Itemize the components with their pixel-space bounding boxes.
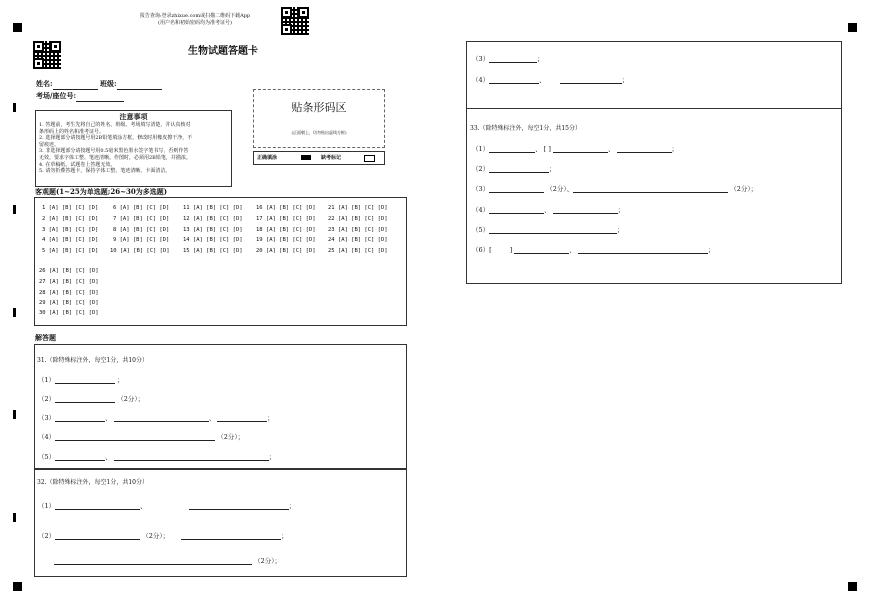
q33-line-6: （6）[ ] 、 ； [472,246,715,254]
question-row[interactable]: 1 [A] [B] [C] [D] [42,205,99,211]
q33-line-4: （4） 、 ； [472,206,625,214]
answer-blank[interactable] [489,77,539,84]
barcode-area [253,89,385,148]
answer-blank[interactable] [217,415,267,422]
question-row[interactable]: 21 [A] [B] [C] [D] [328,205,388,211]
qr-code-icon [281,7,309,35]
room-seat-field[interactable] [76,95,124,102]
question-row[interactable]: 30 [A] [B] [C] [D] [39,310,99,316]
answer-blank[interactable] [553,207,618,214]
question-row[interactable]: 22 [A] [B] [C] [D] [328,216,388,222]
answer-blank[interactable] [489,227,617,234]
question-row[interactable]: 10 [A] [B] [C] [D] [110,248,170,254]
answer-blank[interactable] [55,533,140,540]
q33-line-1: （1） 、 [ ] 、 ； [472,145,679,153]
q33-line-5: （5） ； [472,226,624,234]
barcode-title: 贴条形码区 [291,101,347,114]
question-row[interactable]: 27 [A] [B] [C] [D] [39,279,99,285]
note-line: 5. 请勿折叠答题卡，保持字体工整、笔迹清晰、卡面清洁。 [39,168,171,175]
q33-box [466,108,842,284]
room-seat-label: 考场/座位号: [36,91,77,100]
answer-blank[interactable] [55,434,215,441]
note-line: 条形码上的姓名和准考证号。 [39,128,105,135]
q32-line-2: （2） （2分）； ； [38,532,288,540]
question-row[interactable]: 17 [A] [B] [C] [D] [256,216,316,222]
question-row[interactable]: 4 [A] [B] [C] [D] [42,237,99,243]
answer-blank[interactable] [560,77,622,84]
note-line: 无效。要求字体工整、笔迹清晰。作图时，必须用2B铅笔，并描浓。 [39,154,191,161]
notes-list [36,122,231,175]
note-line: 2. 选择题部分请按题号用2B铅笔填涂方框，修改时用橡皮擦干净，不 [39,135,193,142]
answer-blank[interactable] [55,396,115,403]
question-row[interactable]: 6 [A] [B] [C] [D] [113,205,170,211]
answer-blank[interactable] [55,503,140,510]
timing-mark [13,308,16,317]
question-row[interactable]: 2 [A] [B] [C] [D] [42,216,99,222]
question-row[interactable]: 26 [A] [B] [C] [D] [39,268,99,274]
timing-mark [13,103,16,112]
question-row[interactable]: 25 [A] [B] [C] [D] [328,248,388,254]
question-row[interactable]: 23 [A] [B] [C] [D] [328,227,388,233]
question-row[interactable]: 3 [A] [B] [C] [D] [42,227,99,233]
q31-line-4: （4） （2分）； [38,433,245,441]
question-row[interactable]: 11 [A] [B] [C] [D] [183,205,243,211]
answer-blank[interactable] [55,454,105,461]
student-info [36,78,162,102]
note-line: 1. 答题前，考生先将自己的姓名、班级、考场填写清楚，并认真核对 [39,122,191,128]
answer-blank[interactable] [489,186,544,193]
timing-mark [13,410,16,419]
answer-blank[interactable] [489,146,535,153]
answer-blank[interactable] [489,166,549,173]
timing-mark [13,513,16,522]
question-row[interactable]: 29 [A] [B] [C] [D] [39,300,99,306]
continued-line-4: （4） 、 ； [472,76,629,84]
question-row[interactable]: 7 [A] [B] [C] [D] [113,216,170,222]
registration-mark-top-left [13,23,22,32]
q31-line-2: （2） （2分）； [38,395,145,403]
fill-sample-box [253,151,385,165]
note-line: 留痕迹。 [39,141,60,148]
report-notice [120,13,270,27]
question-row[interactable]: 8 [A] [B] [C] [D] [113,227,170,233]
continued-line-3: （3） ； [472,55,544,63]
barcode-hint: (正面朝上，切勿贴出虚线方框) [291,130,347,135]
question-row[interactable]: 12 [A] [B] [C] [D] [183,216,243,222]
q33-line-3: （3） （2分）、 （2分）； [472,185,758,193]
question-row[interactable]: 15 [A] [B] [C] [D] [183,248,243,254]
q31-line-5: （5） 、 ； [38,453,276,461]
answer-blank[interactable] [617,146,672,153]
answer-blank[interactable] [114,415,209,422]
question-row[interactable]: 13 [A] [B] [C] [D] [183,227,243,233]
q33-line-2: （2） ； [472,165,556,173]
answer-blank[interactable] [573,186,728,193]
qr-code-icon [33,41,61,69]
registration-mark-bottom-right [848,582,857,591]
question-row[interactable]: 20 [A] [B] [C] [D] [256,248,316,254]
registration-mark-bottom-left [13,582,22,591]
answer-blank[interactable] [54,558,252,565]
q32-line-3: （2分）； [54,556,281,565]
name-field[interactable] [53,83,98,90]
correct-fill-sample [301,155,311,160]
notice-line-2: (用户名和初始密码均为准考证号) [158,20,232,26]
page-title: 生物试题答题卡 [188,46,258,57]
answer-blank[interactable] [489,207,544,214]
q31-line-1: （1） ； [38,376,124,384]
objective-heading: 客观题(1~25为单选题;26~30为多选题) [35,187,168,196]
question-row[interactable]: 18 [A] [B] [C] [D] [256,227,316,233]
q31-line-3: （3） 、 、 ； [38,414,274,422]
answer-blank[interactable] [489,56,537,63]
question-row[interactable]: 5 [A] [B] [C] [D] [42,248,99,254]
answer-blank[interactable] [55,377,115,384]
answer-blank[interactable] [189,503,289,510]
question-row[interactable]: 24 [A] [B] [C] [D] [328,237,388,243]
name-label: 姓名: [36,79,53,88]
answers-heading: 解答题 [35,333,56,342]
answer-blank[interactable] [55,415,105,422]
notice-line-1: 报告查询:登录zhixue.com或扫描二维码下载App [139,13,251,19]
answer-blank[interactable] [514,247,569,254]
class-label: 班级: [100,79,117,88]
q33-heading: 33.（除特殊标注外，每空1分，共15分） [470,125,581,132]
question-row[interactable]: 19 [A] [B] [C] [D] [256,237,316,243]
note-line: 3. 非选择题部分请按题号用0.5毫米黑色墨水签字笔书写，否则作答 [39,148,189,155]
question-row[interactable]: 9 [A] [B] [C] [D] [113,237,170,243]
question-row[interactable]: 16 [A] [B] [C] [D] [256,205,316,211]
note-line: 4. 在草稿纸、试题卷上答题无效。 [39,161,116,168]
answer-blank[interactable] [553,146,608,153]
q31-heading: 31.（除特殊标注外，每空1分，共10分） [37,357,148,364]
answer-blank[interactable] [114,454,269,461]
registration-mark-top-right [848,23,857,32]
answer-blank[interactable] [181,533,281,540]
absent-mark-label: 缺考标记 [321,155,342,161]
question-row[interactable]: 14 [A] [B] [C] [D] [183,237,243,243]
notes-box [35,110,232,187]
absent-mark-checkbox[interactable] [364,155,375,162]
correct-fill-label: 正确填涂 [257,155,278,161]
q32-line-1: （1） 、 ； [38,502,296,510]
q32-heading: 32.（除特殊标注外，每空1分，共10分） [37,479,148,486]
timing-mark [13,205,16,214]
answer-blank[interactable] [578,247,708,254]
class-field[interactable] [117,83,162,90]
question-row[interactable]: 28 [A] [B] [C] [D] [39,290,99,296]
notes-heading: 注意事项 [119,112,148,121]
